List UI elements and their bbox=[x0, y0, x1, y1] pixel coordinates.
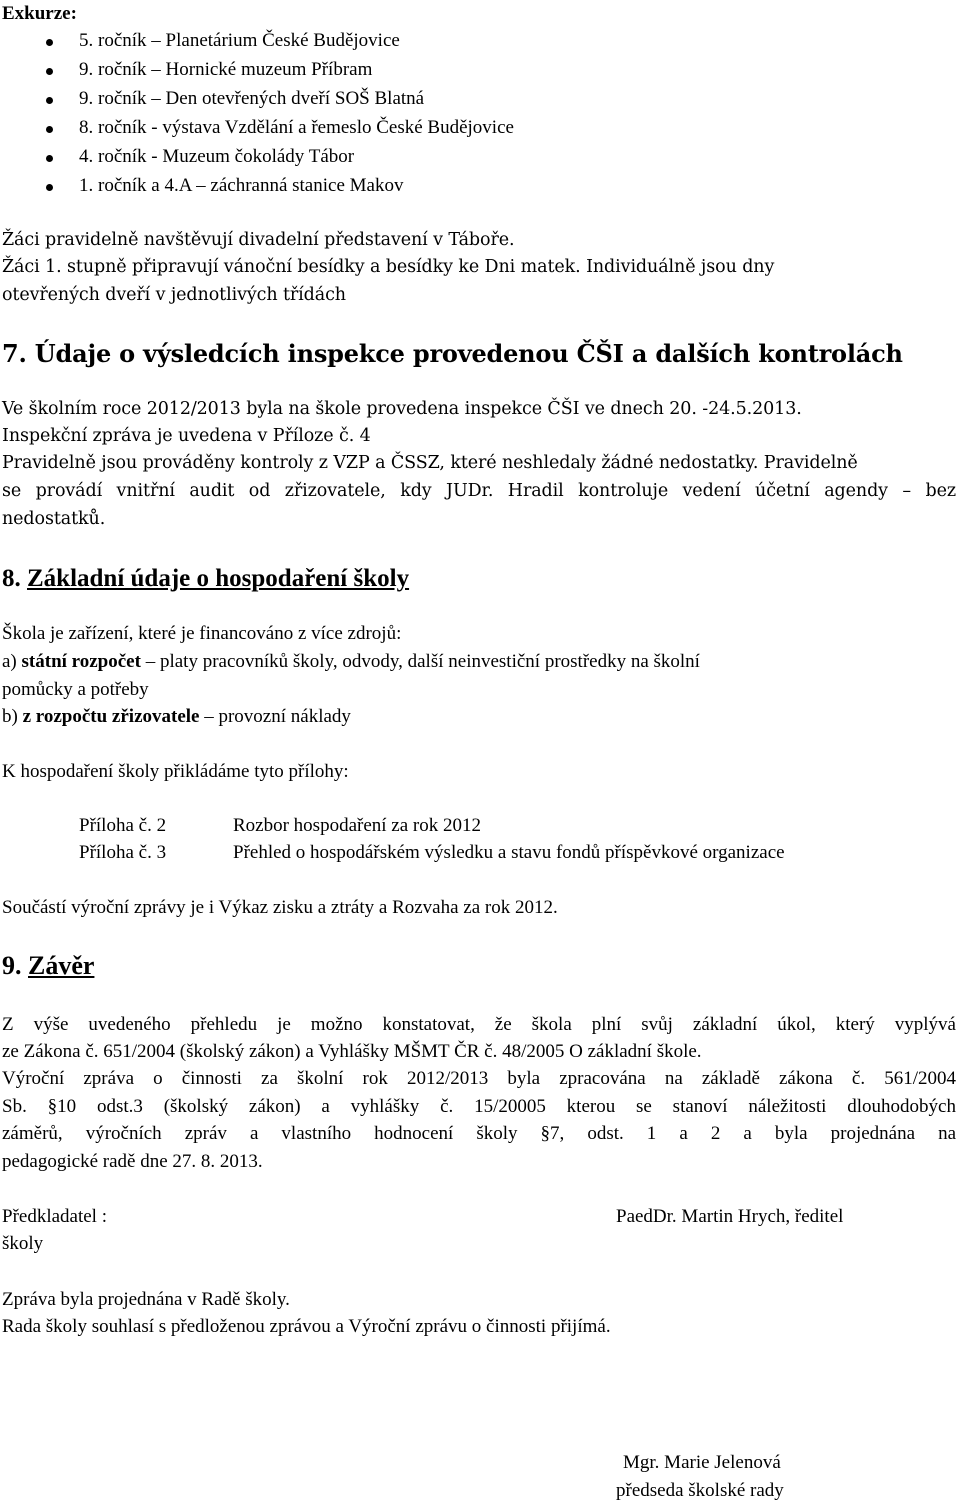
bullet-icon bbox=[46, 97, 53, 104]
section-7-line-3: Pravidelně jsou prováděny kontroly z VZP a ČSSZ, které neshledaly žádné nedostatky. Pravidelně bbox=[2, 453, 858, 473]
zaver-line-1: Z výše uvedeného přehledu je možno konstatovat, že škola plní svůj základní úkol, který vyplývá bbox=[2, 1014, 956, 1035]
section-7-line-4: se provádí vnitřní audit od zřizovatele, kdy JUDr. Hradil kontroluje vedení účetní agendy – bez bbox=[2, 481, 956, 501]
akce-line-3: otevřených dveří v jednotlivých třídách bbox=[2, 285, 346, 305]
item-a-bold: státní rozpočet bbox=[21, 651, 141, 672]
predseda-name: Mgr. Marie Jelenová bbox=[623, 1452, 781, 1473]
bullet-icon bbox=[46, 39, 53, 46]
item-b-bold: z rozpočtu zřizovatele bbox=[22, 706, 200, 727]
bullet-icon bbox=[46, 68, 53, 75]
section-7-line-2: Inspekční zpráva je uvedena v Příloze č. 4 bbox=[2, 426, 371, 446]
section-7-heading: 7. Údaje o výsledcích inspekce provedenou ČŠI a dalších kontrolách bbox=[2, 339, 903, 368]
section-8-item-a-line-2: pomůcky a potřeby bbox=[2, 679, 149, 700]
section-8-heading bbox=[2, 564, 409, 594]
zaver-line-5: záměrů, výročních zpráv a vlastního hodnocení školy §7, odst. 1 a 2 a byla projednána na bbox=[2, 1123, 956, 1144]
item-a-rest: – platy pracovníků školy, odvody, další neinvestiční prostředky na školní bbox=[140, 651, 700, 672]
section-8-intro: Škola je zařízení, které je financováno z více zdrojů: bbox=[2, 623, 402, 644]
zaver-line-3: Výroční zpráva o činnosti za školní rok 2012/2013 byla zpracována na základě zákona č. 561/2004 bbox=[2, 1068, 956, 1089]
section-8-number: 8. bbox=[2, 565, 27, 592]
list-item: 5. ročník – Planetárium České Budějovice bbox=[79, 30, 400, 51]
section-8-item-a bbox=[2, 650, 700, 673]
priloha-text: Rozbor hospodaření za rok 2012 bbox=[233, 815, 481, 836]
list-item: 8. ročník - výstava Vzdělání a řemeslo České Budějovice bbox=[79, 117, 514, 138]
section-9-title: Závěr bbox=[28, 951, 95, 980]
priloha-text: Přehled o hospodářském výsledku a stavu fondů příspěvkové organizace bbox=[233, 842, 785, 863]
zaver-line-4: Sb. §10 odst.3 (školský zákon) a vyhlášky č. 15/20005 kterou se stanoví náležitosti dlouhodobých bbox=[2, 1096, 956, 1117]
section-7-line-1: Ve školním roce 2012/2013 byla na škole provedena inspekce ČŠI ve dnech 20. -24.5.2013. bbox=[2, 399, 802, 419]
exkurze-heading: Exkurze: bbox=[2, 3, 77, 24]
item-b-rest: – provozní náklady bbox=[199, 706, 351, 727]
list-item: 9. ročník – Hornické muzeum Příbram bbox=[79, 59, 373, 80]
rada-souhlas: Rada školy souhlasí s předloženou zprávou a Výroční zprávu o činnosti přijímá. bbox=[2, 1316, 611, 1337]
section-9-heading bbox=[2, 951, 94, 981]
priloha-label: Příloha č. 2 bbox=[79, 815, 167, 836]
zprava-rada: Zpráva byla projednána v Radě školy. bbox=[2, 1289, 290, 1310]
prilohy-intro: K hospodaření školy přikládáme tyto přílohy: bbox=[2, 761, 349, 782]
predseda-role: předseda školské rady bbox=[616, 1480, 784, 1501]
item-a-prefix: a) bbox=[2, 651, 22, 672]
predkladatel-label: Předkladatel : bbox=[2, 1206, 107, 1227]
list-item: 9. ročník – Den otevřených dveří SOŠ Blatná bbox=[79, 88, 425, 109]
item-b-prefix: b) bbox=[2, 706, 23, 727]
section-8-title: Základní údaje o hospodaření školy bbox=[27, 565, 410, 592]
list-item: 1. ročník a 4.A – záchranná stanice Makov bbox=[79, 175, 404, 196]
priloha-label: Příloha č. 3 bbox=[79, 842, 167, 863]
zaver-line-2: ze Zákona č. 651/2004 (školský zákon) a Vyhlášky MŠMT ČR č. 48/2005 O základní škole. bbox=[2, 1041, 702, 1062]
akce-line-2: Žáci 1. stupně připravují vánoční besídky a besídky ke Dni matek. Individuálně jsou dny bbox=[2, 257, 775, 277]
bullet-icon bbox=[46, 184, 53, 191]
section-8-item-b bbox=[2, 705, 351, 728]
akce-line-1: Žáci pravidelně navštěvují divadelní představení v Táboře. bbox=[2, 230, 515, 250]
soucasti-text: Součástí výroční zprávy je i Výkaz zisku a ztráty a Rozvaha za rok 2012. bbox=[2, 897, 558, 918]
section-9-number: 9. bbox=[2, 951, 28, 980]
section-7-line-5: nedostatků. bbox=[2, 509, 106, 529]
bullet-icon bbox=[46, 155, 53, 162]
list-item: 4. ročník - Muzeum čokolády Tábor bbox=[79, 146, 355, 167]
reditel-name: PaedDr. Martin Hrych, ředitel bbox=[616, 1206, 844, 1227]
predkladatel-skoly: školy bbox=[2, 1233, 44, 1254]
zaver-line-6: pedagogické radě dne 27. 8. 2013. bbox=[2, 1151, 263, 1172]
bullet-icon bbox=[46, 126, 53, 133]
